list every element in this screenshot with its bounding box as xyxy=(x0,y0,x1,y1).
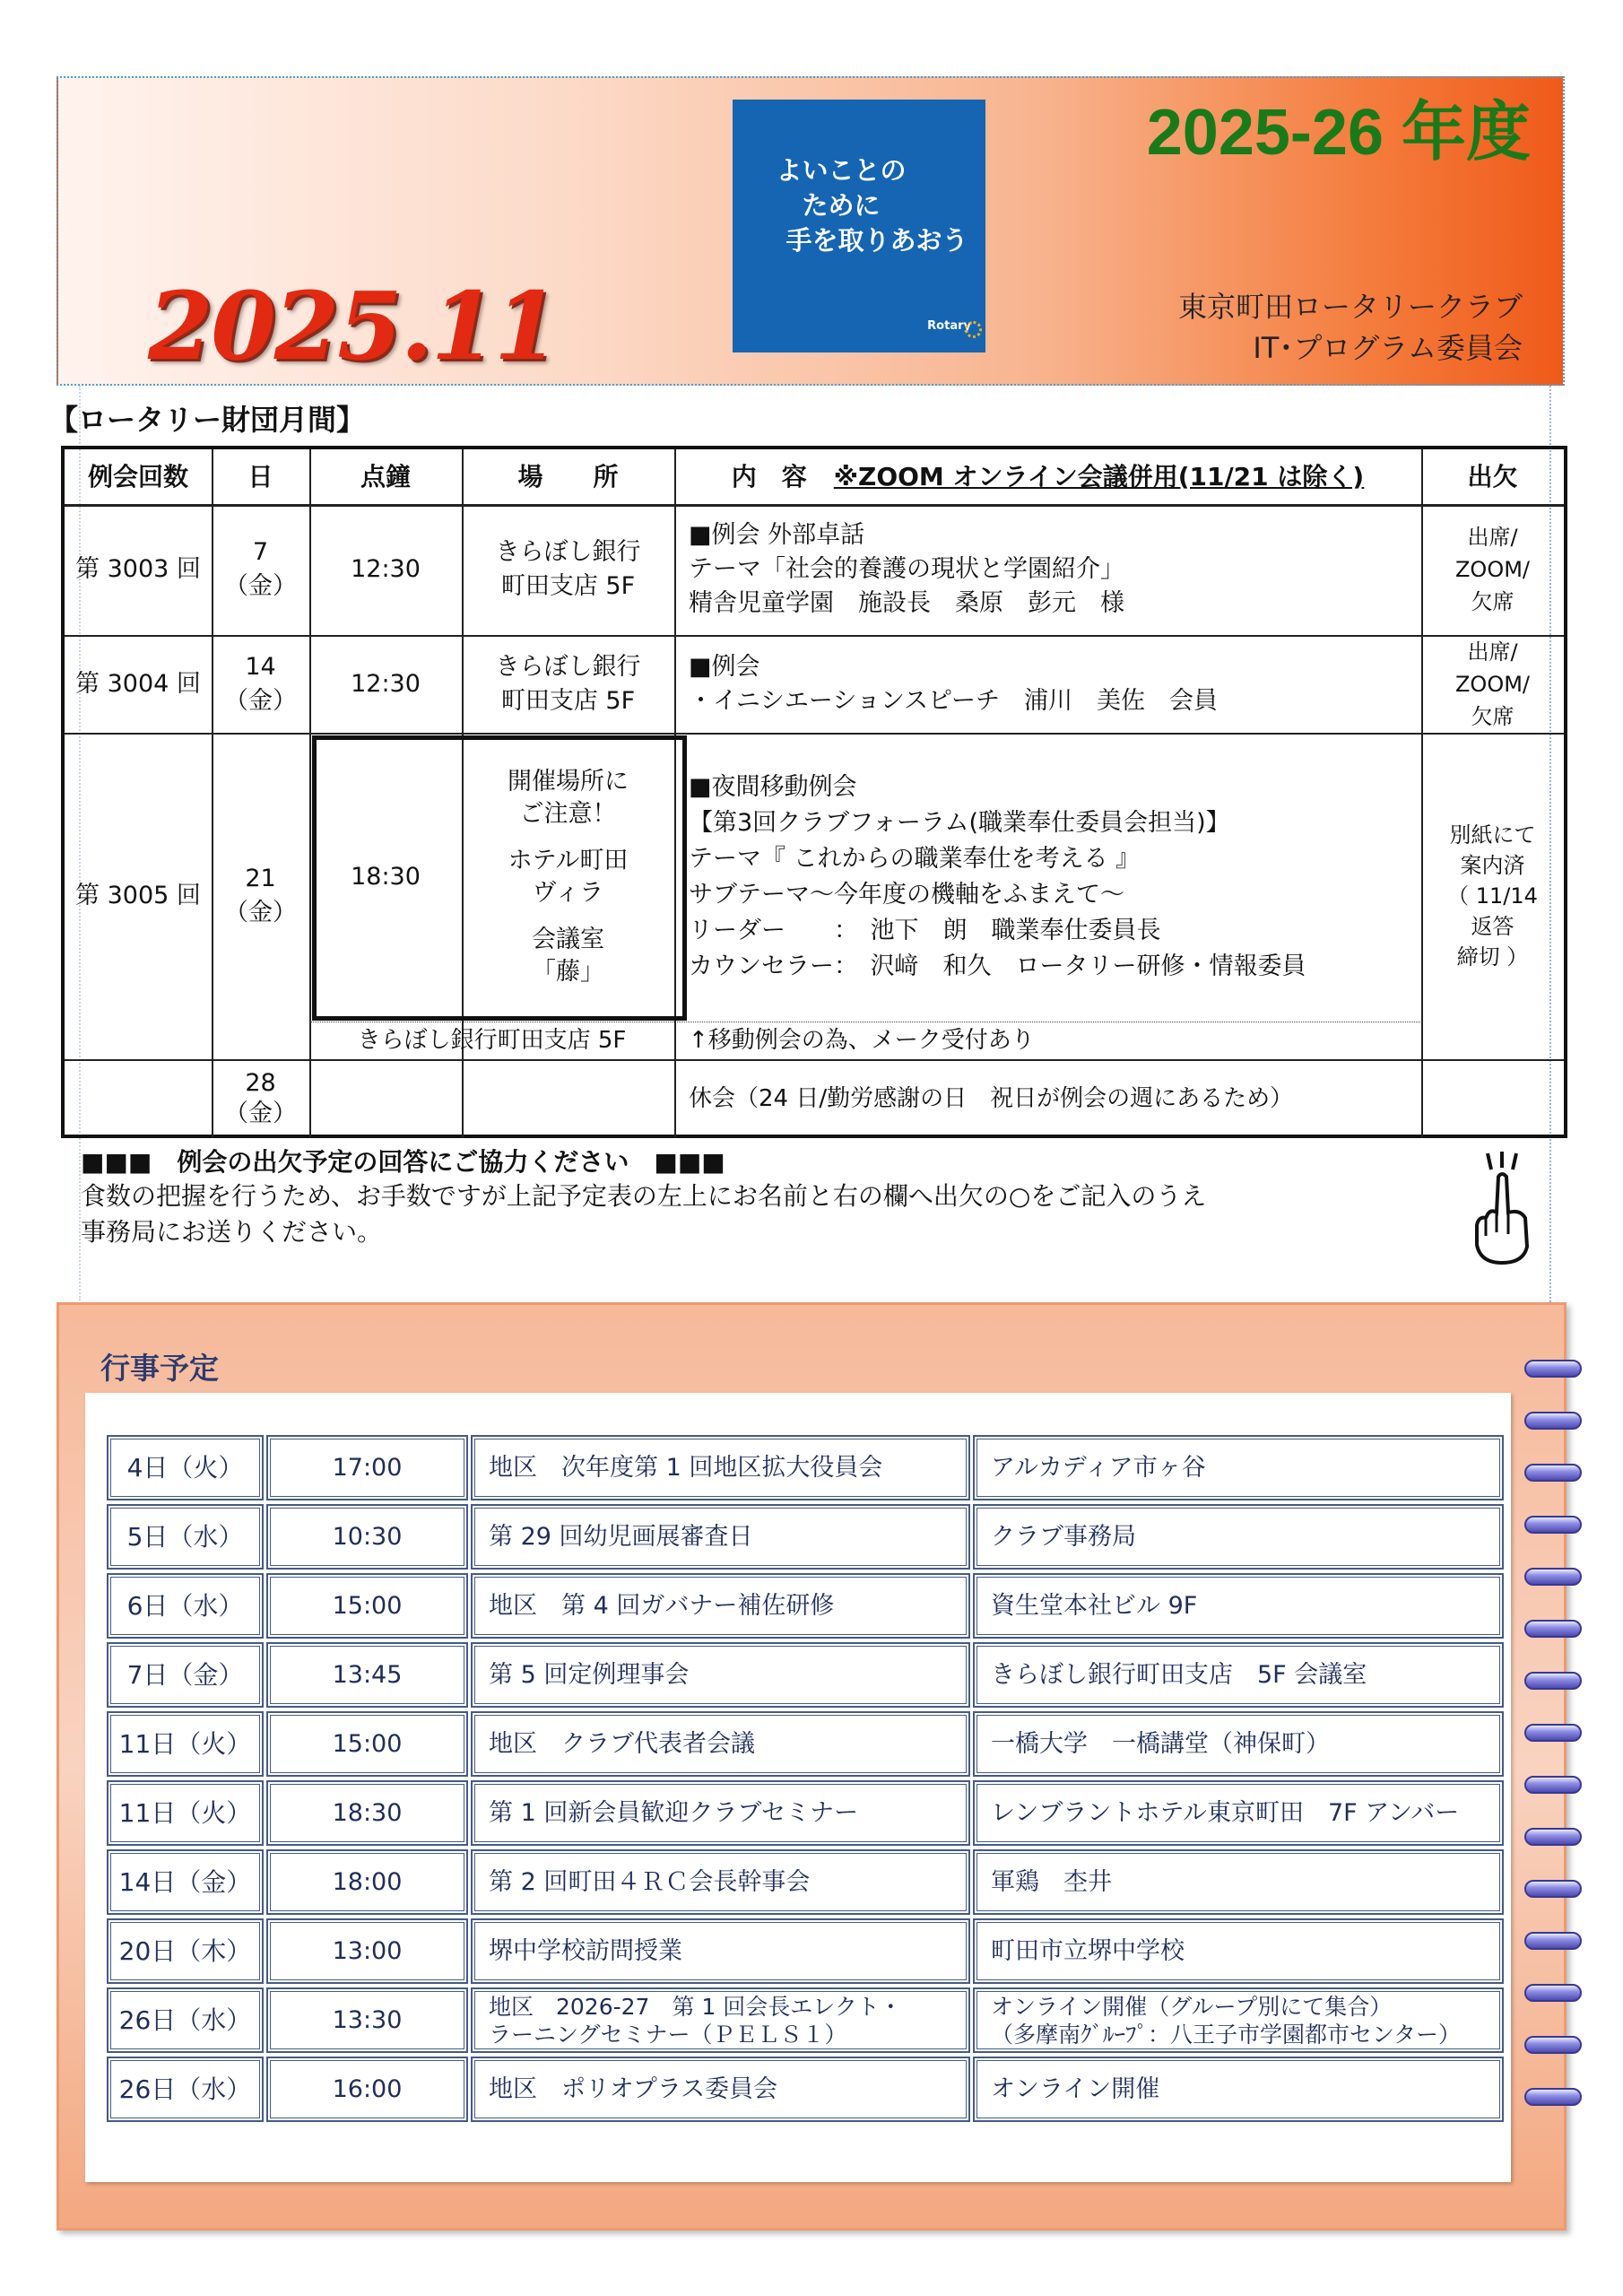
attendance-line: 出席/ xyxy=(1467,525,1518,550)
binder-ring-icon xyxy=(1524,1672,1582,1690)
table-row xyxy=(107,1918,1504,1984)
table-row xyxy=(107,1642,1504,1708)
logo-slogan xyxy=(733,153,985,258)
binder-ring-icon xyxy=(1524,1776,1582,1794)
month-theme: 【ロータリー財団月間】 xyxy=(49,403,366,437)
header-content xyxy=(674,449,1421,504)
place-line: ヴィラ xyxy=(532,879,604,907)
event-place-line: オンライン開催（グループ別にて集合） xyxy=(991,1993,1393,2020)
table-row xyxy=(107,2057,1504,2122)
content-line: テーマ「社会的養護の現状と学園紹介」 xyxy=(689,555,1124,583)
logo-line-3: 手を取りあおう xyxy=(785,225,968,256)
event-time: 15:00 xyxy=(266,1711,468,1777)
event-time: 18:00 xyxy=(266,1849,468,1915)
binder-ring-icon xyxy=(1524,1880,1582,1898)
event-name-line: 地区 2026-27 第 1 回会長エレクト・ xyxy=(489,1993,902,2020)
binder-ring-icon xyxy=(1524,1516,1582,1534)
rsvp-title: ■■■ 例会の出欠予定の回答にご協力ください ■■■ xyxy=(81,1147,725,1177)
event-place: 軍鶏 杢井 xyxy=(973,1849,1504,1915)
event-name xyxy=(471,1987,970,2053)
event-date: 4日（火） xyxy=(107,1435,264,1500)
header-day: 日 xyxy=(247,461,273,491)
attendance-options xyxy=(1421,635,1564,733)
binder-ring-icon xyxy=(1524,1932,1582,1950)
fiscal-year: 2025-26 年度 xyxy=(1146,97,1531,169)
weekday: （金） xyxy=(224,899,297,926)
table-row xyxy=(107,1711,1504,1777)
place-line: ご注意！ xyxy=(519,800,617,828)
event-time: 13:45 xyxy=(266,1642,468,1708)
event-time: 15:00 xyxy=(266,1573,468,1639)
committee-name: IT･プログラム委員会 xyxy=(1253,331,1523,365)
attendance-options xyxy=(1421,504,1564,635)
event-place: レンブラントホテル東京町田 7F アンバー xyxy=(973,1780,1504,1846)
attendance-note xyxy=(1421,733,1564,1059)
header-content-label: 内 容 xyxy=(731,461,807,491)
event-date: 14日（金） xyxy=(107,1849,264,1915)
place-line: きらぼし銀行 xyxy=(495,652,641,681)
binder-ring-icon xyxy=(1524,1412,1582,1430)
attendance-line: 欠席 xyxy=(1471,703,1515,729)
attendance-line: 出席/ xyxy=(1467,639,1518,665)
day-number: 21 xyxy=(245,865,276,892)
event-place-line: （多摩南ｸﾞﾙｰﾌﾟ：八王子市学園都市センター） xyxy=(991,2021,1462,2048)
table-row xyxy=(107,1987,1504,2053)
place-line: 町田支店 5F xyxy=(500,686,636,715)
event-name: 地区 第 4 回ガバナー補佐研修 xyxy=(471,1573,970,1639)
meeting-content xyxy=(674,635,1421,733)
binder-ring-icon xyxy=(1524,1568,1582,1586)
meeting-number: 第 3005 回 xyxy=(75,882,201,909)
venue-change-highlight xyxy=(312,735,687,1021)
attendance-line: ZOOM/ xyxy=(1454,557,1530,582)
logo-line-2: ために xyxy=(802,190,881,221)
meeting-place xyxy=(462,635,674,733)
event-date: 11日（火） xyxy=(107,1711,264,1777)
content-line: リーダー ： 池下 朗 職業奉仕委員長 xyxy=(689,917,1161,944)
day-number: 28 xyxy=(245,1069,276,1097)
event-place: クラブ事務局 xyxy=(973,1504,1504,1570)
content-line: ・イニシエーションスピーチ 浦川 美佐 会員 xyxy=(689,686,1218,715)
event-time: 16:00 xyxy=(266,2057,468,2122)
attendance-line: 欠席 xyxy=(1471,589,1515,614)
meeting-content: 休会（24 日/勤労感謝の日 祝日が例会の週にあるため） xyxy=(689,1085,1294,1112)
content-line: 【第3回クラブフォーラム(職業奉仕委員会担当)】 xyxy=(689,809,1230,837)
content-line: テーマ『 これからの職業奉仕を考える 』 xyxy=(689,845,1141,873)
rotary-brand: Rotary xyxy=(927,319,971,333)
binder-ring-icon xyxy=(1524,1984,1582,2002)
club-name: 東京町田ロータリークラブ xyxy=(1177,290,1523,324)
meeting-time: 12:30 xyxy=(351,669,421,698)
rotary-wheel-icon xyxy=(965,321,982,338)
meeting-number: 第 3003 回 xyxy=(75,555,201,583)
event-place: 町田市立堺中学校 xyxy=(973,1918,1504,1984)
event-date: 7日（金） xyxy=(107,1642,264,1708)
binder-ring-icon xyxy=(1524,1724,1582,1742)
event-time: 13:30 xyxy=(266,1987,468,2053)
table-row xyxy=(107,1504,1504,1570)
event-place: アルカディア市ヶ谷 xyxy=(973,1435,1504,1500)
sub-place: きらぼし銀行町田支店 5F xyxy=(357,1027,627,1054)
content-line: ■夜間移動例会 xyxy=(689,773,857,801)
event-time: 13:00 xyxy=(266,1918,468,1984)
event-name: 第 5 回定例理事会 xyxy=(471,1642,970,1708)
event-place: 一橋大学 一橋講堂（神保町） xyxy=(973,1711,1504,1777)
sub-content: ↑移動例会の為、メーク受付あり xyxy=(689,1027,1035,1054)
content-line: ■例会 外部卓話 xyxy=(689,521,865,549)
attendance-line: 案内済 xyxy=(1460,853,1525,878)
table-row xyxy=(107,1780,1504,1846)
rsvp-text: 事務局にお送りください。 xyxy=(81,1217,383,1247)
event-name: 地区 次年度第 1 回地区拡大役員会 xyxy=(471,1435,970,1500)
event-place: きらぼし銀行町田支店 5F 会議室 xyxy=(973,1642,1504,1708)
event-date: 6日（水） xyxy=(107,1573,264,1639)
event-name: 地区 ポリオプラス委員会 xyxy=(471,2057,970,2122)
place-line: ホテル町田 xyxy=(508,847,629,874)
event-time: 18:30 xyxy=(266,1780,468,1846)
attendance-line: 別紙にて xyxy=(1449,822,1536,848)
content-line: カウンセラー： 沢﨑 和久 ロータリー研修・情報委員 xyxy=(689,952,1306,980)
content-line: 精舎児童学園 施設長 桑原 彭元 様 xyxy=(689,589,1124,617)
events-title: 行事予定 xyxy=(100,1351,219,1386)
weekday: （金） xyxy=(224,572,297,600)
event-name: 第 29 回幼児画展審査日 xyxy=(471,1504,970,1570)
binder-ring-icon xyxy=(1524,1360,1582,1378)
header-bell: 点鐘 xyxy=(360,461,411,491)
place-line: 開催場所に xyxy=(508,768,629,796)
attendance-line: ZOOM/ xyxy=(1454,671,1530,697)
weekday: （金） xyxy=(224,686,297,715)
header-attendance: 出欠 xyxy=(1467,461,1518,491)
day-number: 7 xyxy=(252,538,269,566)
day-number: 14 xyxy=(245,652,276,681)
weekday: （金） xyxy=(224,1100,297,1127)
meeting-day xyxy=(212,635,309,733)
issue-date: 2025.11 xyxy=(148,271,558,381)
event-date: 11日（火） xyxy=(107,1780,264,1846)
event-date: 26日（水） xyxy=(107,2057,264,2122)
place-line: 町田支店 5F xyxy=(500,572,636,600)
binder-ring-icon xyxy=(1524,1620,1582,1638)
meeting-schedule-table xyxy=(61,446,1567,1138)
header-content-note: ※ZOOM オンライン会議併用(11/21 は除く) xyxy=(833,461,1365,491)
attendance-line: （ 11/14 xyxy=(1447,883,1538,909)
content-line: ■例会 xyxy=(689,652,760,681)
rsvp-text: 食数の把握を行うため、お手数ですが上記予定表の左上にお名前と右の欄へ出欠の○をご記入のうえ xyxy=(81,1181,1207,1211)
event-name: 堺中学校訪問授業 xyxy=(471,1918,970,1984)
rotary-theme-logo xyxy=(733,100,985,352)
binder-ring-icon xyxy=(1524,2036,1582,2054)
logo-line-1: よいことの xyxy=(776,155,907,186)
meeting-number: 第 3004 回 xyxy=(75,669,201,698)
event-name-line: ラーニングセミナー（ＰＥＬＳ１） xyxy=(489,2021,847,2048)
event-date: 26日（水） xyxy=(107,1987,264,2053)
meeting-day xyxy=(212,504,309,635)
meeting-day xyxy=(212,733,309,1059)
event-place: オンライン開催 xyxy=(973,2057,1504,2122)
pointing-hand-icon xyxy=(1466,1150,1538,1266)
header-place: 場 所 xyxy=(517,461,619,491)
event-time: 10:30 xyxy=(266,1504,468,1570)
meeting-content xyxy=(674,504,1421,635)
event-place xyxy=(973,1987,1504,2053)
event-name: 第 2 回町田４ＲＣ会長幹事会 xyxy=(471,1849,970,1915)
meeting-time: 12:30 xyxy=(351,555,421,583)
event-date: 5日（水） xyxy=(107,1504,264,1570)
table-row xyxy=(107,1573,1504,1639)
place-line: 「藤」 xyxy=(532,958,604,986)
header-number: 例会回数 xyxy=(87,461,188,491)
meeting-time: 18:30 xyxy=(351,863,421,891)
event-place: 資生堂本社ビル 9F xyxy=(973,1573,1504,1639)
attendance-line: 締切 ） xyxy=(1456,944,1529,970)
place-line: 会議室 xyxy=(532,926,604,953)
table-row xyxy=(107,1435,1504,1500)
content-line: サブテーマ～今年度の機軸をふまえて～ xyxy=(689,881,1124,909)
place-line: きらぼし銀行 xyxy=(495,538,641,566)
meeting-day xyxy=(212,1059,309,1138)
attendance-line: 返答 xyxy=(1471,914,1515,939)
meeting-content xyxy=(674,733,1421,1022)
event-time: 17:00 xyxy=(266,1435,468,1500)
binder-ring-icon xyxy=(1524,1464,1582,1482)
event-name: 第 1 回新会員歓迎クラブセミナー xyxy=(471,1780,970,1846)
event-name: 地区 クラブ代表者会議 xyxy=(471,1711,970,1777)
binder-ring-icon xyxy=(1524,1828,1582,1846)
table-row xyxy=(107,1849,1504,1915)
meeting-place xyxy=(462,504,674,635)
event-date: 20日（木） xyxy=(107,1918,264,1984)
binder-ring-icon xyxy=(1524,2088,1582,2106)
